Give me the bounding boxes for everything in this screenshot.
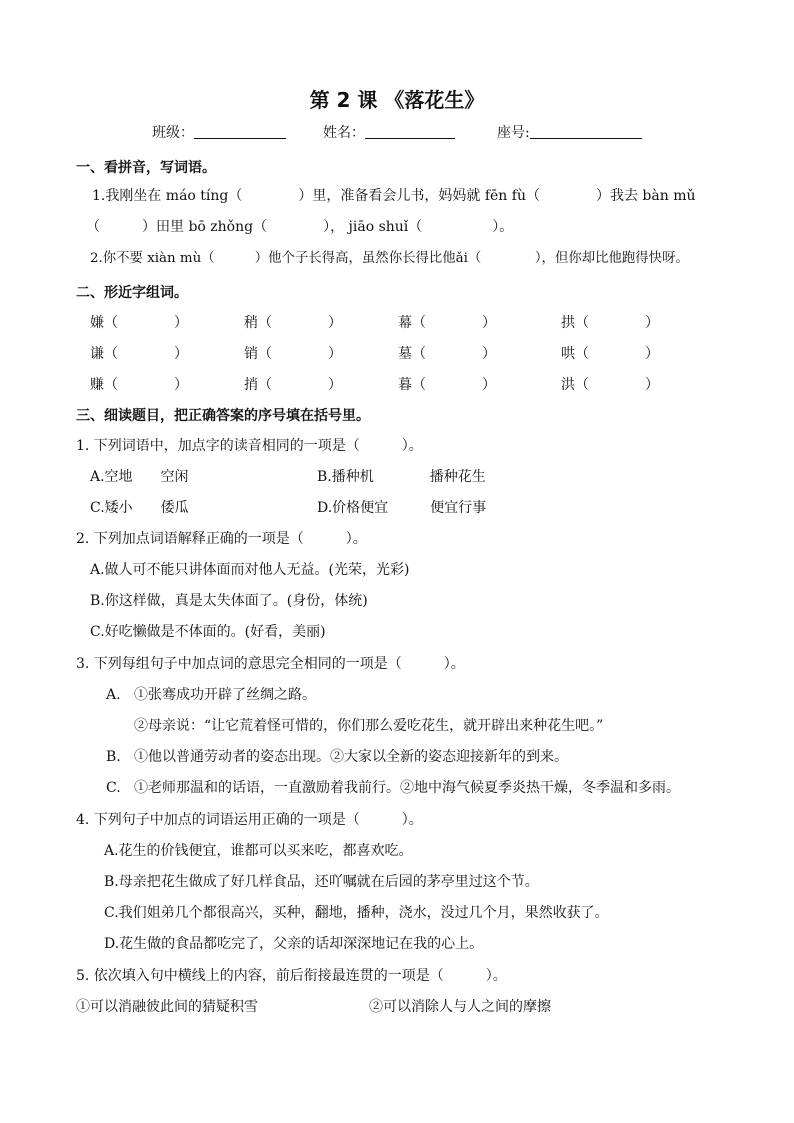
seat-field bbox=[497, 122, 642, 142]
char-cell: 墓（ ） bbox=[398, 346, 496, 362]
q4-option-c: C.我们姐弟几个都很高兴，买种，翻地，播种，浇水，没过几个月，果然收获了。 bbox=[104, 905, 609, 921]
question-1: 1. 下列词语中，加点字的读音相同的一项是（ ）。 bbox=[76, 438, 423, 454]
q1-option-a: A.空地 空闲 bbox=[90, 469, 189, 485]
question-5: 5. 依次填入句中横线上的内容，前后衔接最连贯的一项是（ ）。 bbox=[76, 968, 507, 984]
q2-option-c: C.好吃懒做是不体面的。(好看，美丽) bbox=[90, 624, 326, 640]
q4-option-a: A.花生的价钱便宜，谁都可以买来吃，都喜欢吃。 bbox=[104, 843, 413, 859]
question-4: 4. 下列句子中加点的词语运用正确的一项是（ ）。 bbox=[76, 812, 423, 828]
q3-option-a-1: ①张骞成功开辟了丝绸之路。 bbox=[134, 687, 316, 703]
section-3-heading: 三、细读题目，把正确答案的序号填在括号里。 bbox=[76, 408, 370, 424]
seat-label: 座号: bbox=[497, 125, 530, 141]
char-cell: 幕（ ） bbox=[398, 315, 496, 331]
char-cell: 洪（ ） bbox=[561, 377, 659, 393]
q1-option-b: B.播种机 播种花生 bbox=[317, 469, 486, 485]
char-cell: 嫌（ ） bbox=[90, 315, 188, 331]
section-2-heading: 二、形近字组词。 bbox=[76, 285, 188, 301]
pinyin-line-2: （ ）田里 bō zhǒng（ ）， jiāo shuǐ（ ）。 bbox=[86, 219, 514, 235]
q3-option-c-label: C. bbox=[106, 780, 121, 796]
q3-option-a-label: A. bbox=[106, 687, 121, 703]
char-cell: 稍（ ） bbox=[244, 315, 342, 331]
question-3: 3. 下列每组句子中加点词的意思完全相同的一项是（ ）。 bbox=[76, 656, 465, 672]
q3-option-b: ①他以普通劳动者的姿态出现。②大家以全新的姿态迎接新年的到来。 bbox=[134, 749, 568, 765]
q4-option-b: B.母亲把花生做成了好几样食品，还吖嘱就在后园的茅亭里过这个节。 bbox=[104, 874, 539, 890]
name-field bbox=[323, 122, 455, 142]
q5-option-1: ①可以消融彼此间的猜疑积雪 bbox=[76, 999, 258, 1015]
pinyin-line-3: 2.你不要 xiàn mù（ ）他个子长得高，虽然你长得比他ǎi（ ），但你却比他跑得快呀。 bbox=[90, 251, 689, 266]
q3-option-a-2: ②母亲说：“让它荒着怪可惜的，你们那么爱吃花生，就开辟出来种花生吧。” bbox=[134, 718, 604, 734]
class-field bbox=[152, 122, 286, 142]
pinyin-line-1: 1.我刚坐在 máo tíng（ ）里，准备看会儿书，妈妈就 fēn fù（ ）我去 bàn mǔ bbox=[92, 188, 696, 204]
char-cell: 谦（ ） bbox=[90, 346, 188, 362]
section-1-heading: 一、看拼音，写词语。 bbox=[76, 160, 216, 176]
char-cell: 暮（ ） bbox=[398, 377, 496, 393]
name-blank[interactable] bbox=[365, 124, 455, 139]
q2-option-b: B.你这样做，真是太失体面了。(身份，体统) bbox=[90, 593, 368, 609]
char-cell: 拱（ ） bbox=[561, 315, 659, 331]
page-title: 第 2 课 《落花生》 bbox=[309, 88, 485, 112]
char-cell: 销（ ） bbox=[244, 346, 342, 362]
seat-blank[interactable] bbox=[530, 124, 642, 139]
q3-option-c: ①老师那温和的话语，一直激励着我前行。②地中海气候夏季炎热干燥，冬季温和多雨。 bbox=[134, 780, 680, 796]
name-label: 姓名： bbox=[323, 125, 365, 141]
char-cell: 哄（ ） bbox=[561, 346, 659, 362]
question-2: 2. 下列加点词语解释正确的一项是（ ）。 bbox=[76, 531, 367, 547]
q1-option-c: C.矮小 倭瓜 bbox=[90, 500, 189, 516]
q4-option-d: D.花生做的食品都吃完了，父亲的话却深深地记在我的心上。 bbox=[104, 936, 484, 952]
class-blank[interactable] bbox=[194, 124, 286, 139]
char-cell: 赚（ ） bbox=[90, 377, 188, 393]
class-label: 班级： bbox=[152, 125, 194, 141]
q2-option-a: A.做人可不能只讲体面而对他人无益。(光荣，光彩) bbox=[90, 562, 410, 578]
q1-option-d: D.价格便宜 便宜行事 bbox=[317, 500, 487, 516]
q3-option-b-label: B. bbox=[106, 749, 121, 765]
char-cell: 捎（ ） bbox=[244, 377, 342, 393]
q5-option-2: ②可以消除人与人之间的摩擦 bbox=[369, 999, 551, 1015]
